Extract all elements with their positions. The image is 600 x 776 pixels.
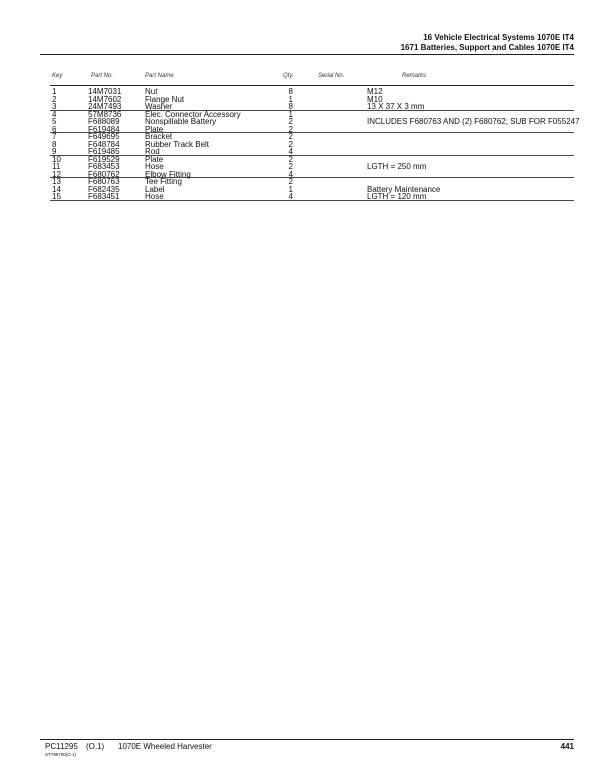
col-key: Key <box>52 73 63 79</box>
key-cell: 12 <box>52 169 61 179</box>
qty-cell: 1 <box>288 94 293 104</box>
qty-cell: 2 <box>288 177 293 186</box>
table-row <box>50 171 574 179</box>
part-no-cell: 14M7602 <box>88 94 122 104</box>
qty-cell: 2 <box>288 132 293 141</box>
table-row <box>50 186 574 194</box>
qty-cell: 1 <box>288 109 293 119</box>
table-row <box>50 126 574 134</box>
page-number: 441 <box>560 742 574 751</box>
key-cell: 15 <box>52 192 61 201</box>
key-cell: 1 <box>52 87 57 96</box>
part-name-cell: Bracket <box>145 132 173 141</box>
section-title: 16 Vehicle Electrical Systems 1070E IT4 <box>423 33 574 42</box>
qty-cell: 2 <box>288 124 293 134</box>
remarks-cell: INCLUDES F680763 AND (2) F680762; SUB FOR F055247 <box>367 117 580 126</box>
doc-revision: (O.1) <box>86 742 105 751</box>
key-cell: 3 <box>52 102 57 111</box>
part-name-cell: Tee Fitting <box>145 177 182 186</box>
col-part-no: Part No. <box>91 73 114 79</box>
key-cell: 8 <box>52 139 57 149</box>
part-name-cell: Elbow Fitting <box>145 169 191 179</box>
column-rule <box>50 85 574 86</box>
qty-cell: 2 <box>288 117 293 126</box>
table-row <box>50 133 574 141</box>
part-no-cell: F680763 <box>88 177 120 186</box>
key-cell: 6 <box>52 124 57 134</box>
table-row <box>50 96 574 104</box>
qty-cell: 1 <box>288 184 293 194</box>
table-row <box>50 178 574 186</box>
part-no-cell: F648784 <box>88 139 120 149</box>
part-no-cell: F649695 <box>88 132 120 141</box>
part-name-cell: Hose <box>145 162 164 171</box>
key-cell: 11 <box>52 162 61 171</box>
part-name-cell: Nonspillable Battery <box>145 117 217 126</box>
part-name-cell: Elec. Connector Accessory <box>145 109 241 119</box>
part-no-cell: F680762 <box>88 169 120 179</box>
part-name-cell: Flange Nut <box>145 94 185 104</box>
part-name-cell: Nut <box>145 87 158 96</box>
table-row <box>50 193 574 201</box>
part-no-cell: F619484 <box>88 124 120 134</box>
remarks-cell: 13 X 37 X 3 mm <box>367 102 425 111</box>
part-no-cell: F683453 <box>88 162 120 171</box>
part-no-cell: 14M7031 <box>88 87 122 96</box>
col-serial: Serial No. <box>318 73 345 79</box>
doc-title: 1070E Wheeled Harvester <box>118 742 212 751</box>
parts-table <box>50 87 580 201</box>
remarks-cell: LGTH = 250 mm <box>367 162 427 171</box>
part-name-cell: Plate <box>145 124 164 134</box>
table-row <box>50 148 574 156</box>
table-row <box>50 117 580 126</box>
key-cell: 5 <box>52 117 57 126</box>
qty-cell: 2 <box>288 154 293 164</box>
key-cell: 7 <box>52 132 57 141</box>
key-cell: 2 <box>52 94 57 104</box>
qty-cell: 2 <box>288 162 293 171</box>
col-part-name: Part Name <box>145 73 174 79</box>
table-row <box>50 163 574 171</box>
part-no-cell: 57M8736 <box>88 109 122 119</box>
footer-rule <box>40 739 574 740</box>
subsection-title: 1671 Batteries, Support and Cables 1070E IT4 <box>400 43 574 52</box>
key-cell: 13 <box>52 177 61 186</box>
part-name-cell: Plate <box>145 154 164 164</box>
table-row <box>50 141 574 149</box>
table-row <box>50 88 574 96</box>
doc-code: ST799790(O.1) <box>45 752 77 757</box>
qty-cell: 2 <box>288 139 293 149</box>
part-name-cell: Rod <box>145 147 160 156</box>
table-row <box>50 156 574 164</box>
qty-cell: 4 <box>288 147 293 156</box>
table-row <box>50 103 574 111</box>
qty-cell: 4 <box>288 192 293 201</box>
part-name-cell: Hose <box>145 192 164 201</box>
col-qty: Qty. <box>283 73 294 79</box>
header-rule <box>40 54 574 55</box>
col-remarks: Remarks <box>402 73 427 79</box>
part-no-cell: F619485 <box>88 147 120 156</box>
remarks-cell: LGTH = 120 mm <box>367 192 427 201</box>
remarks-cell: M10 <box>367 94 383 104</box>
key-cell: 4 <box>52 109 57 119</box>
remarks-cell: Battery Maintenance <box>367 184 441 194</box>
part-name-cell: Rubber Track Belt <box>145 139 210 149</box>
key-cell: 14 <box>52 184 61 194</box>
qty-cell: 8 <box>288 102 293 111</box>
part-no-cell: F682435 <box>88 184 120 194</box>
part-no-cell: 24M7493 <box>88 102 122 111</box>
remarks-cell: M12 <box>367 87 383 96</box>
qty-cell: 8 <box>288 87 293 96</box>
part-no-cell: F683451 <box>88 192 120 201</box>
part-no-cell: F619529 <box>88 154 120 164</box>
part-name-cell: Washer <box>145 102 173 111</box>
key-cell: 10 <box>52 154 61 164</box>
key-cell: 9 <box>52 147 57 156</box>
part-name-cell: Label <box>145 184 165 194</box>
qty-cell: 4 <box>288 169 293 179</box>
part-no-cell: F688089 <box>88 117 120 126</box>
doc-number: PC11295 <box>45 742 78 751</box>
